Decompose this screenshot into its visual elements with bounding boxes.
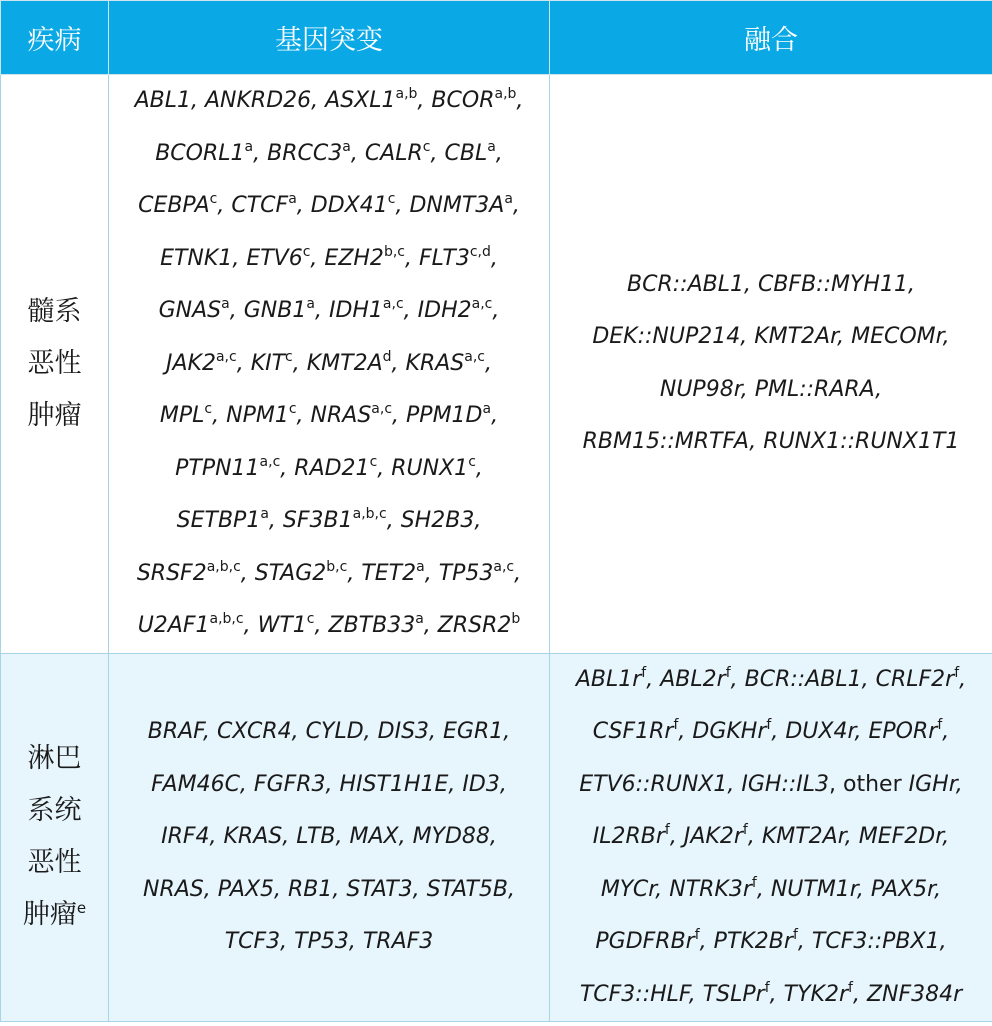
gene-name: ,: [268, 508, 283, 533]
gene-list-line: [113, 128, 545, 181]
gene-name: ETV6: [246, 245, 303, 271]
footnote-marker: a: [342, 138, 351, 155]
gene-name: ,: [516, 88, 524, 113]
gene-name: BCOR: [431, 88, 495, 113]
gene-name: ,: [243, 613, 258, 638]
fusion-name: ,: [655, 876, 670, 902]
fusion-name: ,: [727, 771, 742, 797]
gene-list-line: [113, 864, 545, 917]
footnote-marker: f: [664, 822, 670, 838]
gene-name: BRCC3: [267, 140, 343, 166]
footnote-marker: c,d: [469, 243, 491, 260]
gene-list-line: [113, 443, 545, 496]
fusions-cell: [550, 653, 992, 1022]
disease-label-line: 恶性: [27, 847, 82, 879]
gene-name: ,: [495, 140, 503, 166]
fusion-name: ,: [771, 719, 786, 744]
header-fusions: 融合: [550, 1, 992, 75]
disease-cell: [1, 75, 109, 654]
gene-name: ,: [475, 455, 483, 481]
gene-list-line: [113, 75, 545, 128]
gene-list-line: [113, 600, 545, 653]
gene-name: ,: [296, 403, 311, 428]
gene-name: ,: [253, 140, 268, 166]
footnote-marker: c: [204, 401, 213, 417]
fusion-name: ,: [678, 719, 693, 744]
gene-name: IDH1: [328, 298, 383, 323]
gene-name: BRAF, CXCR4, CYLD, DIS3, EGR1,: [147, 719, 511, 744]
fusion-name: ,: [844, 824, 859, 849]
fusion-name: ,: [955, 771, 963, 797]
gene-name: ETNK1: [160, 245, 233, 271]
footnote-marker: d: [382, 348, 392, 365]
gene-name: U2AF1: [137, 613, 210, 638]
gene-name: ,: [403, 298, 418, 323]
gene-list-line: [113, 285, 545, 338]
gene-name: FLT3: [418, 245, 470, 271]
fusions-cell: [550, 75, 992, 654]
fusion-name: ,: [699, 929, 714, 954]
footnote-marker: f: [742, 822, 748, 838]
gene-name: DNMT3A: [409, 193, 505, 218]
footnote-marker: f: [751, 874, 757, 891]
footnote-marker: e: [76, 899, 87, 918]
header-mutations: 基因突变: [109, 1, 550, 75]
fusion-name: ZNF384r: [866, 981, 963, 1007]
header-disease: 疾病: [1, 1, 109, 75]
fusion-name: ,: [852, 981, 867, 1007]
footnote-marker: a,b: [395, 86, 418, 102]
footnote-marker: a: [221, 296, 230, 312]
footnote-marker: f: [937, 717, 943, 733]
footnote-marker: c: [285, 348, 293, 365]
gene-name: ,: [386, 508, 401, 533]
gene-list-line: [113, 390, 545, 443]
footnote-marker: a,c: [259, 453, 281, 470]
gene-name: ,: [424, 560, 439, 586]
gene-name: CALR: [364, 140, 423, 166]
gene-name: SETBP1: [176, 508, 261, 533]
footnote-marker: f: [725, 664, 731, 681]
gene-name: ,: [229, 298, 244, 323]
fusion-name: CSF1Rr: [592, 719, 674, 744]
footnote-marker: a,c: [493, 558, 515, 575]
gene-name: ,: [392, 403, 407, 428]
gene-name: GNB1: [243, 298, 307, 323]
footnote-marker: c: [288, 401, 297, 417]
fusion-name: ,: [646, 666, 661, 692]
fusion-name: CRLF2r: [875, 666, 955, 692]
disease-label-line: 肿瘤$^e$: [22, 899, 87, 931]
gene-name: ,: [423, 613, 438, 638]
gene-name: JAK2: [165, 350, 216, 376]
fusion-name: ,: [934, 876, 942, 902]
gene-name: PTPN11: [175, 455, 260, 481]
footnote-marker: a: [487, 138, 496, 155]
gene-name: SF3B1: [282, 508, 353, 533]
footnote-marker: a,c: [382, 296, 404, 312]
table-row-lymphoid: [1, 653, 992, 1022]
fusion-name: NTRK3r: [669, 876, 752, 902]
footnote-marker: a: [260, 506, 269, 522]
gene-name: ,: [474, 508, 482, 533]
footnote-marker: a: [244, 138, 254, 155]
mutations-cell: [109, 653, 550, 1022]
gene-name: CTCF: [231, 193, 289, 218]
fusion-list-line: [554, 416, 988, 469]
gene-name: ,: [491, 403, 499, 428]
footnote-marker: a,c: [371, 401, 393, 417]
footnote-marker: a,b: [494, 86, 517, 102]
footnote-marker: a,b,c: [352, 506, 387, 522]
footnote-marker: f: [641, 664, 647, 681]
fusion-name: ,: [942, 824, 950, 849]
fusion-name: ,: [942, 719, 950, 744]
gene-name: ,: [395, 193, 410, 218]
gene-name: GNAS: [158, 298, 222, 323]
header-row: [1, 1, 992, 75]
footnote-marker: c: [306, 611, 315, 627]
fusion-list-line: [554, 364, 988, 417]
gene-name: ,: [485, 350, 493, 376]
fusion-name: ,: [688, 981, 703, 1007]
fusion-name: MEF2Dr: [858, 824, 943, 849]
fusion-name: ,: [959, 666, 967, 692]
gene-name: ,: [280, 455, 295, 481]
fusion-name: NUTM1r: [770, 876, 857, 902]
gene-name: ,: [296, 193, 311, 218]
gene-name: ,: [490, 245, 498, 271]
gene-name: STAG2: [254, 560, 327, 586]
fusion-list-line: [554, 654, 988, 707]
gene-name: SRSF2: [136, 560, 207, 586]
table-row-myeloid: [1, 75, 992, 654]
fusion-name: DGKHr: [692, 719, 767, 744]
gene-list-line: [113, 495, 545, 548]
gene-name: ANKRD26: [205, 88, 312, 113]
fusion-name: ETV6::RUNX1: [579, 771, 728, 797]
gene-name: CBL: [444, 140, 488, 166]
gene-list-line: [113, 338, 545, 391]
gene-name: CEBPA: [138, 193, 210, 218]
gene-name: ,: [430, 140, 445, 166]
fusion-name: TCF3::HLF: [579, 981, 689, 1007]
footnote-marker: a,c: [471, 296, 493, 312]
gene-name: NPM1: [226, 403, 289, 428]
fusion-list-line: [554, 864, 988, 917]
gene-name: NRAS, PAX5, RB1, STAT3, STAT5B,: [143, 876, 515, 902]
fusion-name: RBM15::MRTFA, RUNX1::RUNX1T1: [582, 429, 960, 455]
fusion-name: KMT2Ar: [761, 824, 845, 849]
gene-list-line: [113, 759, 545, 812]
fusion-name: ,: [730, 666, 745, 692]
footnote-marker: a,c: [464, 348, 486, 365]
fusion-name: IL2RBr: [592, 824, 665, 849]
gene-name: ZRSR2: [437, 613, 512, 638]
gene-name: ,: [512, 193, 520, 218]
gene-name: ,: [514, 560, 522, 586]
gene-name: KIT: [250, 350, 286, 376]
gene-name: ,: [347, 560, 362, 586]
footnote-marker: f: [792, 927, 798, 943]
gene-name: EZH2: [324, 245, 384, 271]
mutations-cell: [109, 75, 550, 654]
footnote-marker: c: [422, 138, 431, 155]
gene-name: ,: [191, 88, 205, 113]
gene-name: NRAS: [310, 403, 372, 428]
gene-name: ,: [404, 245, 419, 271]
fusion-name: ABL1r: [575, 666, 642, 692]
fusion-list-line: [554, 706, 988, 759]
fusion-name: PAX5r: [870, 876, 935, 902]
fusion-list-line: [554, 311, 988, 364]
footnote-marker: a,b,c: [206, 558, 241, 575]
gene-name: ,: [217, 193, 232, 218]
gene-list-line: [113, 811, 545, 864]
footnote-marker: a: [416, 558, 425, 575]
fusion-list-line: [554, 916, 988, 969]
gene-list-line: [113, 180, 545, 233]
footnote-marker: c: [369, 453, 378, 470]
fusion-name: NUP98r, PML::RARA,: [659, 376, 883, 402]
fusion-name: PTK2Br: [713, 929, 793, 954]
fusion-name: ,: [797, 929, 812, 954]
gene-name: ,: [292, 350, 307, 376]
gene-name: KMT2A: [306, 350, 383, 376]
gene-name: ,: [236, 350, 251, 376]
footnote-marker: c: [387, 191, 396, 207]
gene-name: ,: [377, 455, 392, 481]
footnote-marker: a: [306, 296, 315, 312]
gene-name: MPL: [159, 403, 205, 428]
footnote-marker: a: [482, 401, 492, 417]
fusion-name: DUX4r: [785, 719, 855, 744]
footnote-marker: a: [288, 191, 297, 207]
fusion-name: , other: [829, 771, 909, 797]
footnote-marker: f: [764, 979, 770, 996]
fusion-name: IGHr: [908, 771, 956, 797]
footnote-marker: c: [209, 191, 218, 207]
fusion-list-line: [554, 969, 988, 1022]
footnote-marker: c: [302, 243, 311, 260]
gene-name: ,: [212, 403, 227, 428]
fusion-name: ABL2r: [660, 666, 726, 692]
footnote-marker: b,c: [383, 243, 405, 260]
gene-name: TP53: [438, 560, 494, 586]
fusion-list-line: [554, 811, 988, 864]
fusion-name: EPORr: [868, 719, 938, 744]
gene-list-line: [113, 233, 545, 286]
gene-name: ,: [350, 140, 365, 166]
gene-name: SH2B3: [400, 508, 475, 533]
fusion-name: ,: [769, 981, 784, 1007]
fusion-name: TSLPr: [702, 981, 765, 1007]
gene-name: ,: [314, 298, 329, 323]
fusion-name: PGDFRBr: [595, 929, 695, 954]
disease-cell: [1, 653, 109, 1022]
disease-label-line: 系统: [27, 795, 82, 827]
fusion-name: ,: [747, 824, 762, 849]
gene-list-line: [113, 706, 545, 759]
gene-name: ABL1: [134, 88, 191, 113]
disease-label-line: 淋巴: [27, 743, 82, 775]
gene-name: ,: [391, 350, 406, 376]
footnote-marker: f: [954, 664, 960, 681]
gene-name: FAM46C, FGFR3, HIST1H1E, ID3,: [151, 771, 507, 797]
footnote-marker: f: [848, 979, 853, 996]
fusion-name: MYCr: [600, 876, 656, 902]
footnote-marker: a,c: [215, 348, 237, 365]
gene-list-line: [113, 916, 545, 969]
footnote-marker: f: [673, 717, 679, 733]
fusion-name: ,: [856, 876, 871, 902]
fusion-name: BCR::ABL1: [744, 666, 862, 692]
footnote-marker: a: [504, 191, 513, 207]
gene-name: ,: [310, 245, 325, 271]
disease-label-line: 髓系: [27, 295, 82, 327]
fusion-name: ,: [756, 876, 771, 902]
fusion-name: ,: [939, 929, 947, 954]
fusion-list-line: [554, 259, 988, 312]
gene-name: ,: [232, 245, 247, 271]
gene-name: KRAS: [405, 350, 465, 376]
gene-name: RAD21: [294, 455, 370, 481]
gene-name: WT1: [257, 613, 307, 638]
gene-name: IRF4, KRAS, LTB, MAX, MYD88,: [161, 824, 497, 849]
gene-name: ,: [311, 88, 326, 113]
disease-label-line: 肿瘤: [27, 399, 82, 431]
gene-name: RUNX1: [391, 455, 469, 481]
gene-name: ,: [492, 298, 500, 323]
fusion-name: JAK2r: [683, 824, 743, 849]
gene-name: ,: [314, 613, 329, 638]
gene-name: IDH2: [417, 298, 472, 323]
gene-name: BCORL1: [155, 140, 245, 166]
gene-name: ASXL1: [325, 88, 396, 113]
gene-name: PPM1D: [406, 403, 483, 428]
gene-name: TCF3, TP53, TRAF3: [224, 929, 434, 954]
gene-name: DDX41: [310, 193, 388, 218]
fusion-name: TYK2r: [783, 981, 849, 1007]
fusion-name: DEK::NUP214, KMT2Ar, MECOMr,: [592, 324, 950, 350]
footnote-marker: b: [511, 611, 521, 627]
footnote-marker: f: [694, 927, 700, 943]
fusion-name: ,: [861, 666, 876, 692]
fusion-name: IGH::IL3: [741, 771, 830, 797]
fusion-name: BCR::ABL1, CBFB::MYH11,: [627, 271, 915, 297]
fusion-list-line: [554, 759, 988, 812]
fusion-name: ,: [854, 719, 869, 744]
fusion-name: ,: [669, 824, 684, 849]
footnote-marker: b,c: [326, 558, 348, 575]
footnote-marker: f: [766, 717, 772, 733]
gene-name: ,: [417, 88, 432, 113]
footnote-marker: a: [415, 611, 424, 627]
gene-list-line: [113, 548, 545, 601]
footnote-marker: c: [468, 453, 476, 470]
footnote-marker: a,b,c: [209, 611, 244, 627]
gene-name: ,: [240, 560, 255, 586]
fusion-name: TCF3::PBX1: [811, 929, 940, 954]
disease-label-line: 恶性: [27, 347, 82, 379]
gene-name: TET2: [361, 560, 417, 586]
gene-name: ZBTB33: [328, 613, 416, 638]
